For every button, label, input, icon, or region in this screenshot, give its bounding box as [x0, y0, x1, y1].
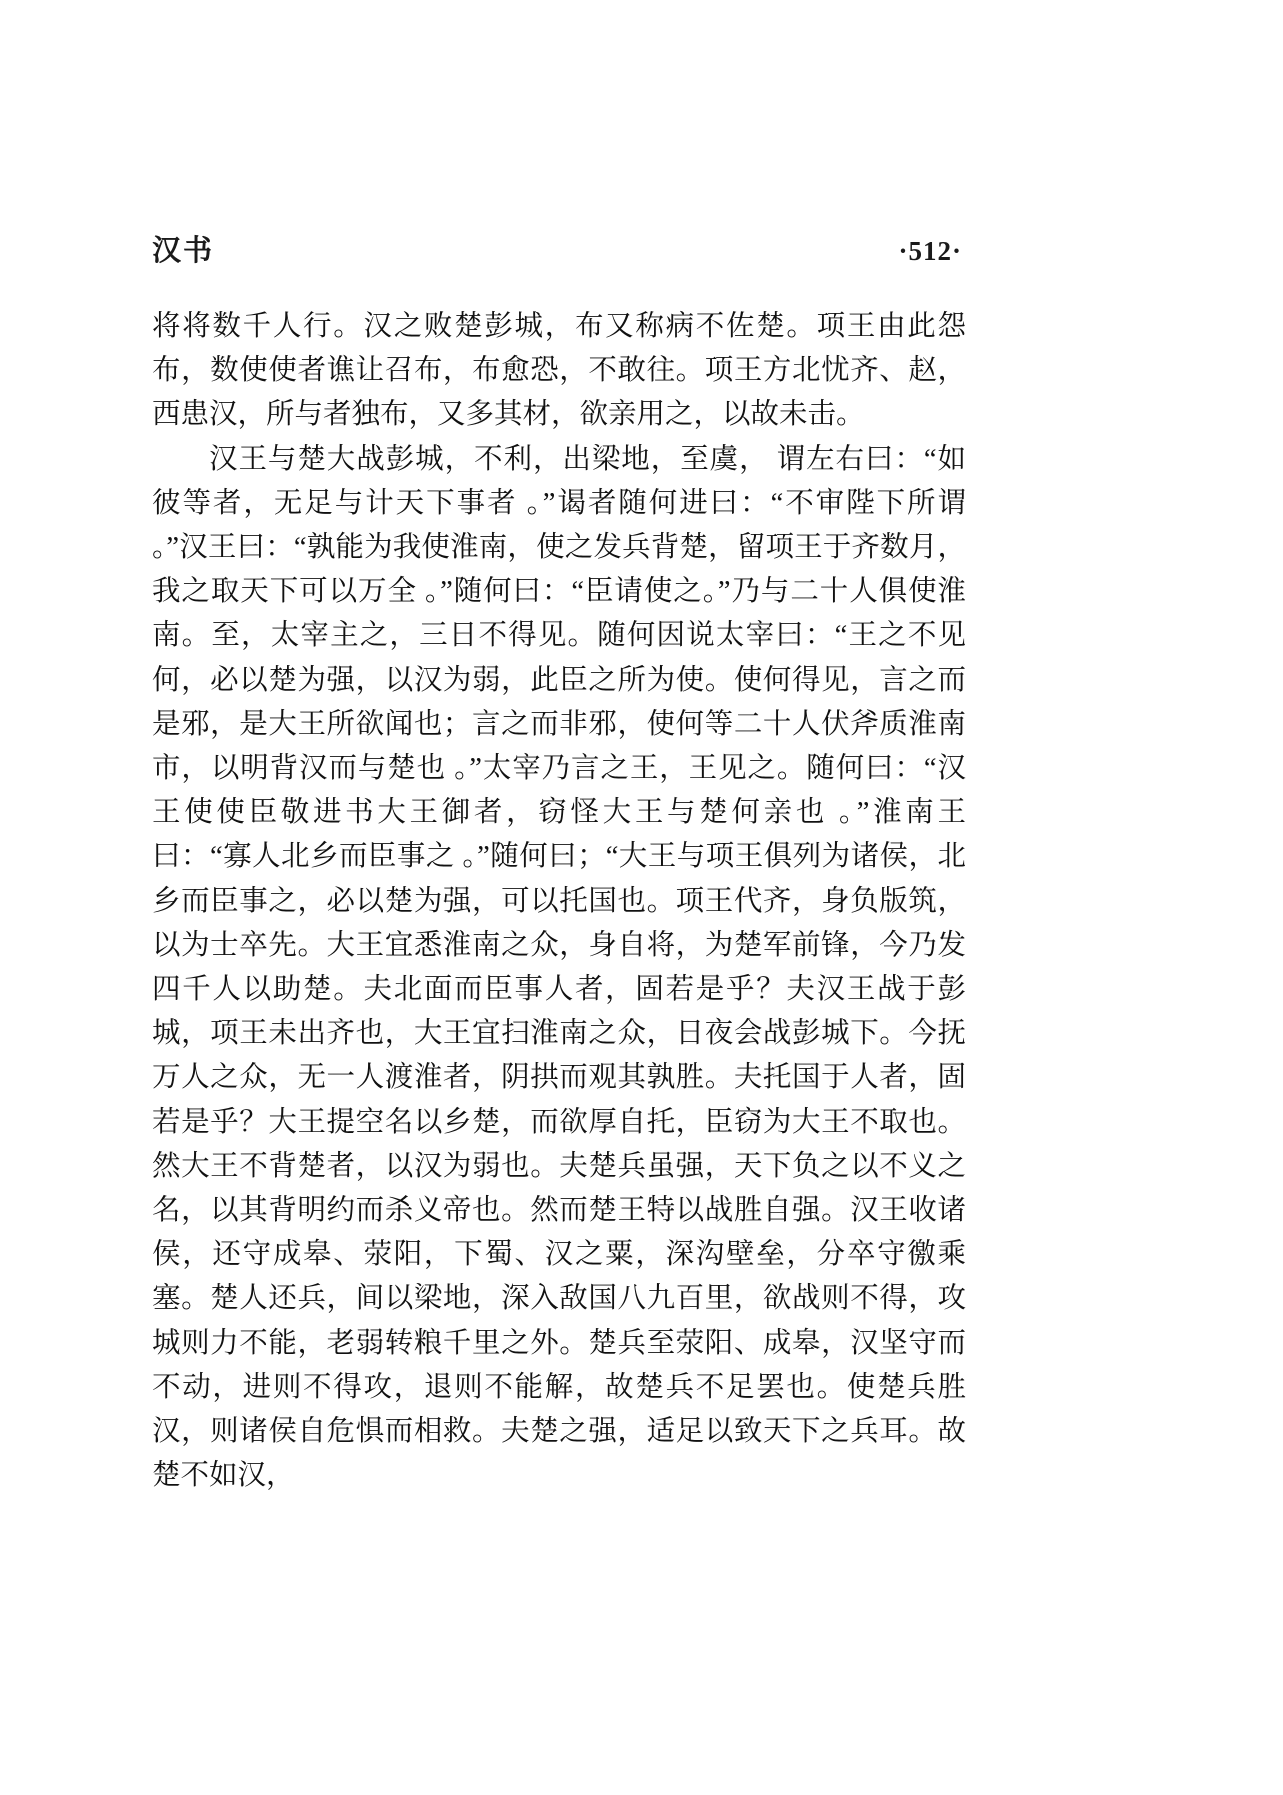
- page-number: ·512·: [898, 236, 962, 266]
- book-title: 汉书: [152, 235, 215, 267]
- page-header: [152, 228, 962, 274]
- body-text: [152, 305, 966, 1498]
- paragraph: 汉王与楚大战彭城，不利，出梁地，至虞， 谓左右曰：“如彼等者，无足与计天下事者 。”谒者随何进曰：“不审陛下所谓 。”汉王曰：“孰能为我使淮南，使之发兵背楚，留项王于齐数月，我之取天下可以万全 。”随何曰：“臣请使之。”乃与二十人俱使淮南。至，太宰主之，三日不得见。随何因说太宰曰：“王之不见何，必以楚为强，以汉为弱，此臣之所为使。使何得见，言之而是邪，是大王所欲闻也；言之而非邪，使何等二十人伏斧质淮南市，以明背汉而与楚也 。”太宰乃言之王，王见之。随何曰：“汉王使使臣敬进书大王御者，窃怪大王与楚何亲也 。”淮南王曰：“寡人北乡而臣事之 。”随何曰；“大王与项王俱列为诸侯，北乡而臣事之，必以楚为强，可以托国也。项王代齐，身负版筑，以为士卒先。大王宜悉淮南之众，身自将，为楚军前锋，今乃发四千人以助楚。夫北面而臣事人者，固若是乎？夫汉王战于彭城，项王未出齐也，大王宜扫淮南之众，日夜会战彭城下。今抚万人之众，无一人渡淮者，阴拱而观其孰胜。夫托国于人者，固若是乎？大王提空名以乡楚，而欲厚自托，臣窃为大王不取也。然大王不背楚者，以汉为弱也。夫楚兵虽强，天下负之以不义之名，以其背明约而杀义帝也。然而楚王特以战胜自强。汉王收诸侯，还守成皋、荥阳，下蜀、汉之粟，深沟壁垒，分卒守徼乘塞。楚人还兵，间以梁地，深入敌国八九百里，欲战则不得，攻城则力不能，老弱转粮千里之外。楚兵至荥阳、成皋，汉坚守而不动，进则不得攻，退则不能解，故楚兵不足罢也。使楚兵胜汉，则诸侯自危惧而相救。夫楚之强，适足以致天下之兵耳。故楚不如汉，: [152, 443, 966, 1492]
- paragraph: 将将数千人行。汉之败楚彭城，布又称病不佐楚。项王由此怨布，数使使者谯让召布，布愈恐，不敢往。项王方北忧齐、赵，西患汉，所与者独布，又多其材，欲亲用之，以故未击。: [152, 311, 966, 431]
